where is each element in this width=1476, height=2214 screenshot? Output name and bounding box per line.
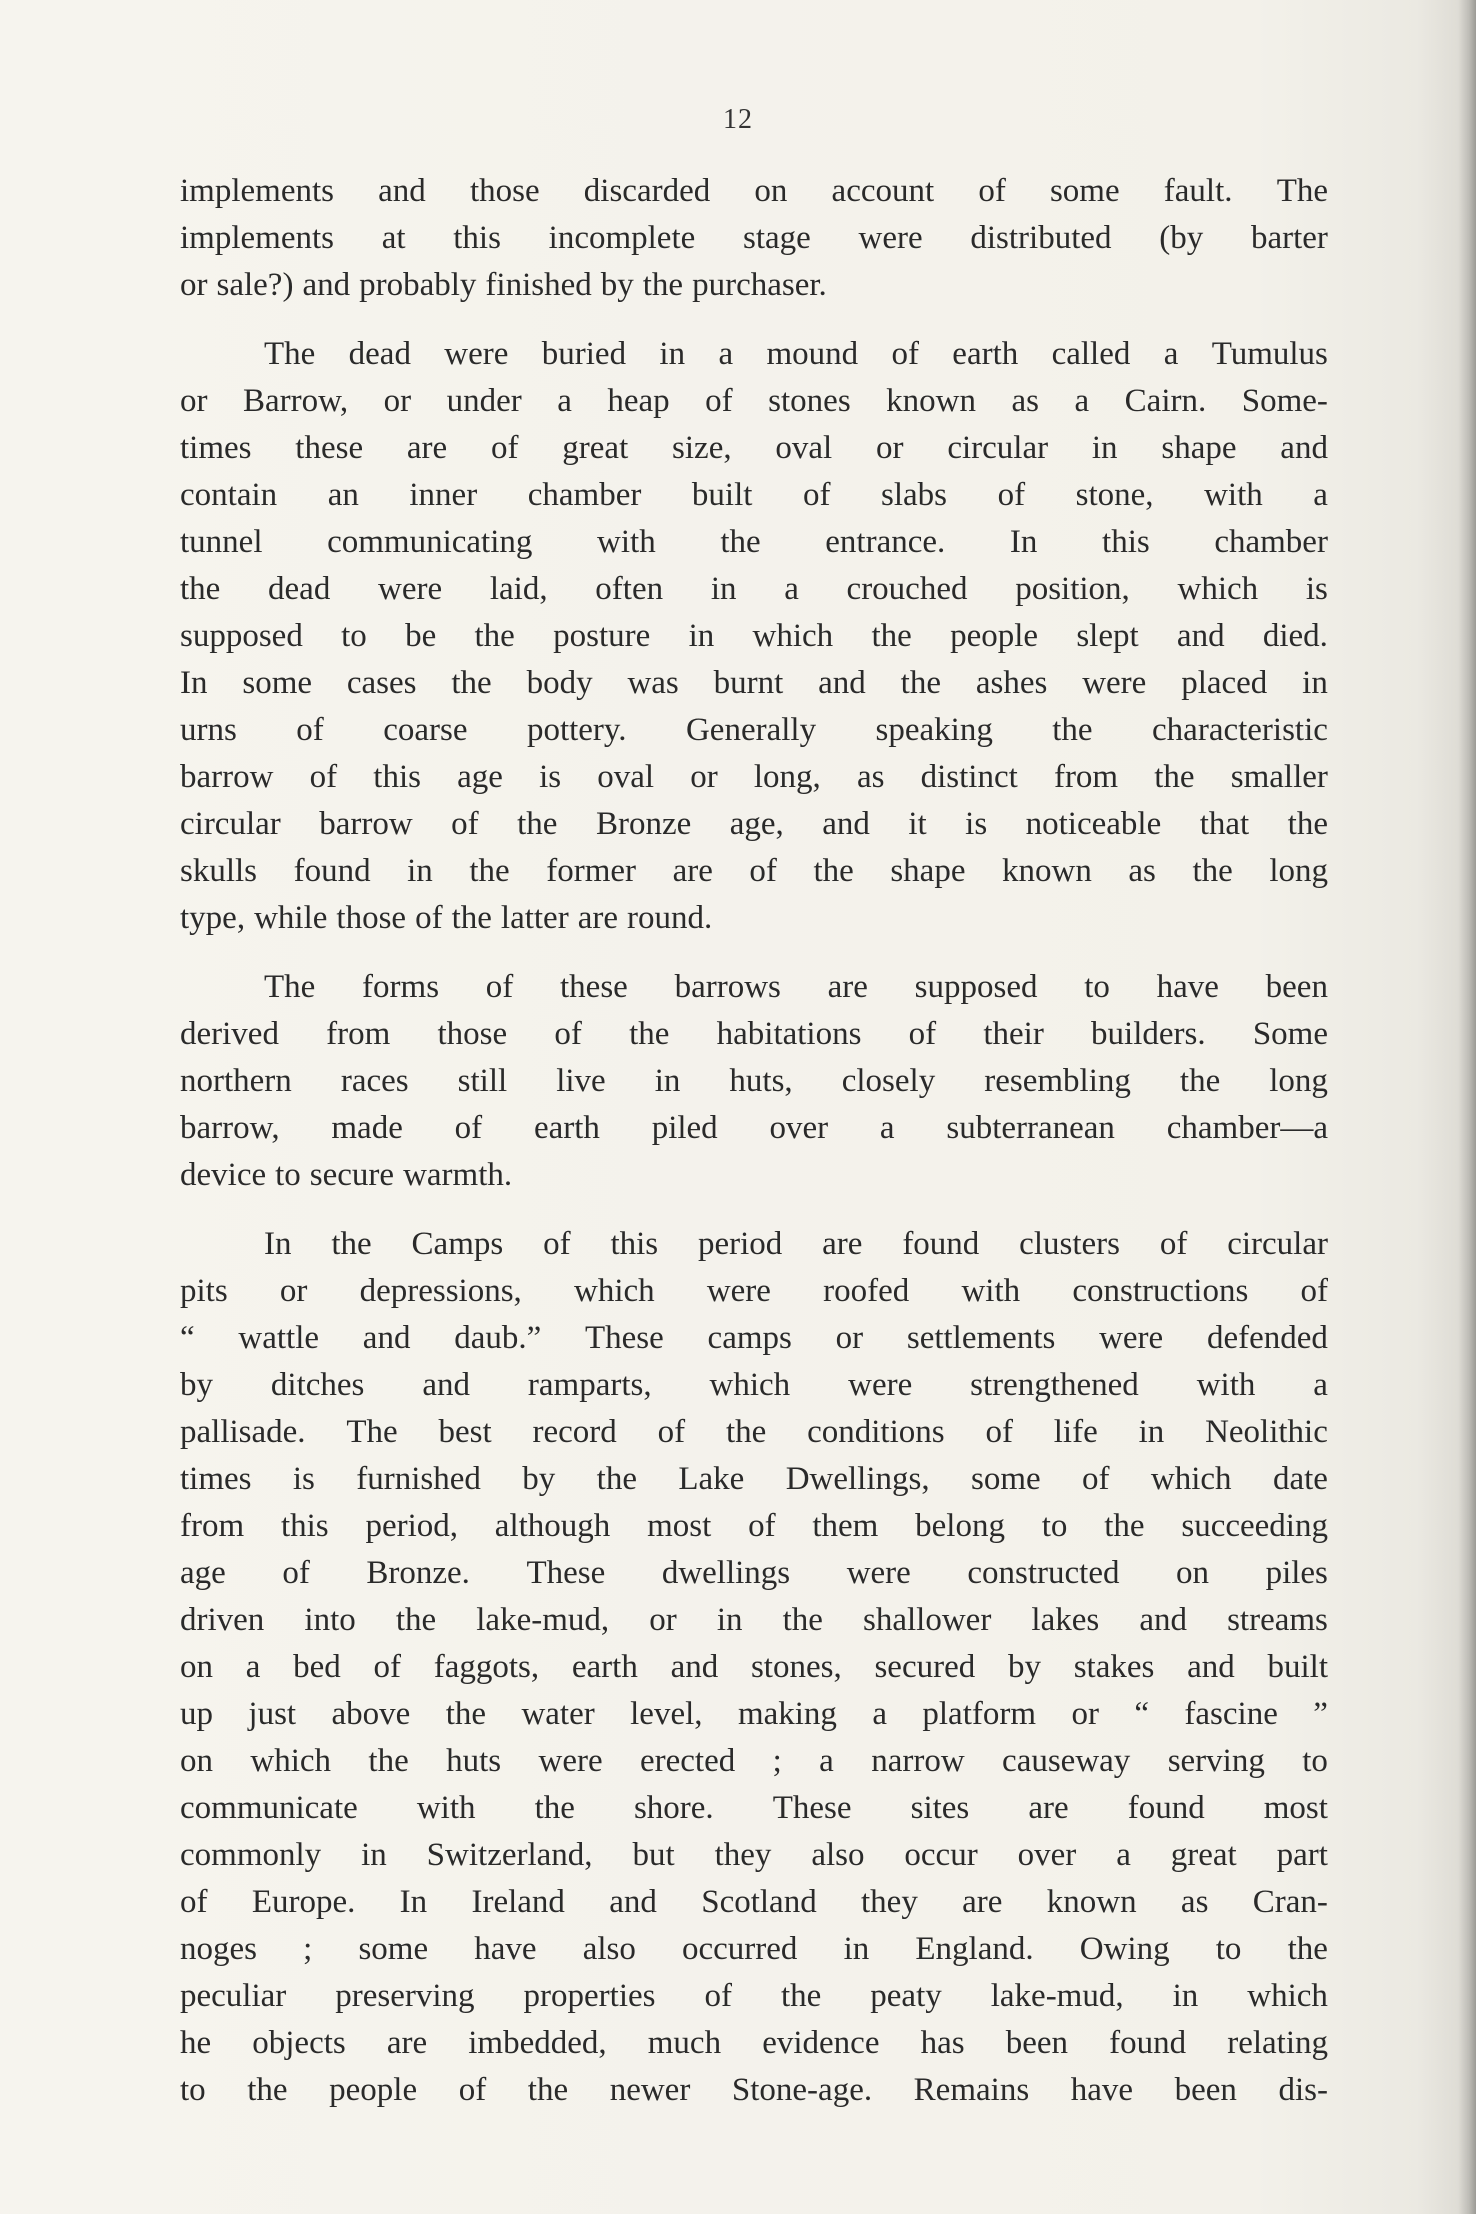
text-line: barrow of this age is oval or long, as distinct from the smaller: [180, 759, 1328, 795]
text-line: implements at this incomplete stage were distributed (by barter: [180, 220, 1328, 256]
text-line: urns of coarse pottery. Generally speaking the characteristic: [180, 712, 1328, 748]
page-edge-shadow: [1458, 0, 1476, 2214]
text-line: In the Camps of this period are found clusters of circular: [264, 1226, 1328, 1262]
text-line: contain an inner chamber built of slabs of stone, with a: [180, 477, 1328, 513]
text-line: he objects are imbedded, much evidence has been found relating: [180, 2025, 1328, 2061]
text-line: by ditches and ramparts, which were strengthened with a: [180, 1367, 1328, 1403]
text-line: “ wattle and daub.” These camps or settlements were defended: [180, 1320, 1328, 1356]
text-line: supposed to be the posture in which the people slept and died.: [180, 618, 1328, 654]
text-line: derived from those of the habitations of their builders. Some: [180, 1016, 1328, 1052]
text-line: on which the huts were erected ; a narrow causeway serving to: [180, 1743, 1328, 1779]
text-line: peculiar preserving properties of the peaty lake-mud, in which: [180, 1978, 1328, 2014]
paragraph: [180, 964, 1328, 1199]
text-line: northern races still live in huts, closely resembling the long: [180, 1063, 1328, 1099]
paragraph-gap: [180, 309, 1328, 331]
text-line: device to secure warmth.: [180, 1157, 513, 1193]
text-line: times is furnished by the Lake Dwellings, some of which date: [180, 1461, 1328, 1497]
text-line: type, while those of the latter are round.: [180, 900, 713, 936]
paragraph: [180, 331, 1328, 942]
text-line: tunnel communicating with the entrance. In this chamber: [180, 524, 1328, 560]
text-line: or Barrow, or under a heap of stones known as a Cairn. Some-: [180, 383, 1328, 419]
text-line: pits or depressions, which were roofed with constructions of: [180, 1273, 1328, 1309]
paragraph: [180, 1221, 1328, 2114]
paragraph: [180, 168, 1328, 309]
text-line: circular barrow of the Bronze age, and it is noticeable that the: [180, 806, 1328, 842]
text-line: times these are of great size, oval or circular in shape and: [180, 430, 1328, 466]
paragraph-gap: [180, 942, 1328, 964]
text-line: the dead were laid, often in a crouched position, which is: [180, 571, 1328, 607]
text-line: skulls found in the former are of the shape known as the long: [180, 853, 1328, 889]
text-line: barrow, made of earth piled over a subterranean chamber—a: [180, 1110, 1328, 1146]
text-line: or sale?) and probably finished by the purchaser.: [180, 267, 827, 303]
text-line: noges ; some have also occurred in England. Owing to the: [180, 1931, 1328, 1967]
body-text: [180, 168, 1328, 2114]
text-line: commonly in Switzerland, but they also occur over a great part: [180, 1837, 1328, 1873]
text-line: communicate with the shore. These sites are found most: [180, 1790, 1328, 1826]
text-line: In some cases the body was burnt and the ashes were placed in: [180, 665, 1328, 701]
text-line: driven into the lake-mud, or in the shallower lakes and streams: [180, 1602, 1328, 1638]
text-line: The forms of these barrows are supposed to have been: [264, 969, 1328, 1005]
text-line: to the people of the newer Stone-age. Remains have been dis-: [180, 2072, 1328, 2108]
page-number: 12: [723, 104, 753, 135]
paragraph-gap: [180, 1199, 1328, 1221]
text-line: implements and those discarded on account of some fault. The: [180, 173, 1328, 209]
text-line: age of Bronze. These dwellings were constructed on piles: [180, 1555, 1328, 1591]
text-line: up just above the water level, making a platform or “ fascine ”: [180, 1696, 1328, 1732]
text-line: on a bed of faggots, earth and stones, secured by stakes and built: [180, 1649, 1328, 1685]
text-line: The dead were buried in a mound of earth called a Tumulus: [264, 336, 1328, 372]
text-line: pallisade. The best record of the conditions of life in Neolithic: [180, 1414, 1328, 1450]
text-line: of Europe. In Ireland and Scotland they are known as Cran-: [180, 1884, 1328, 1920]
text-line: from this period, although most of them belong to the succeeding: [180, 1508, 1328, 1544]
